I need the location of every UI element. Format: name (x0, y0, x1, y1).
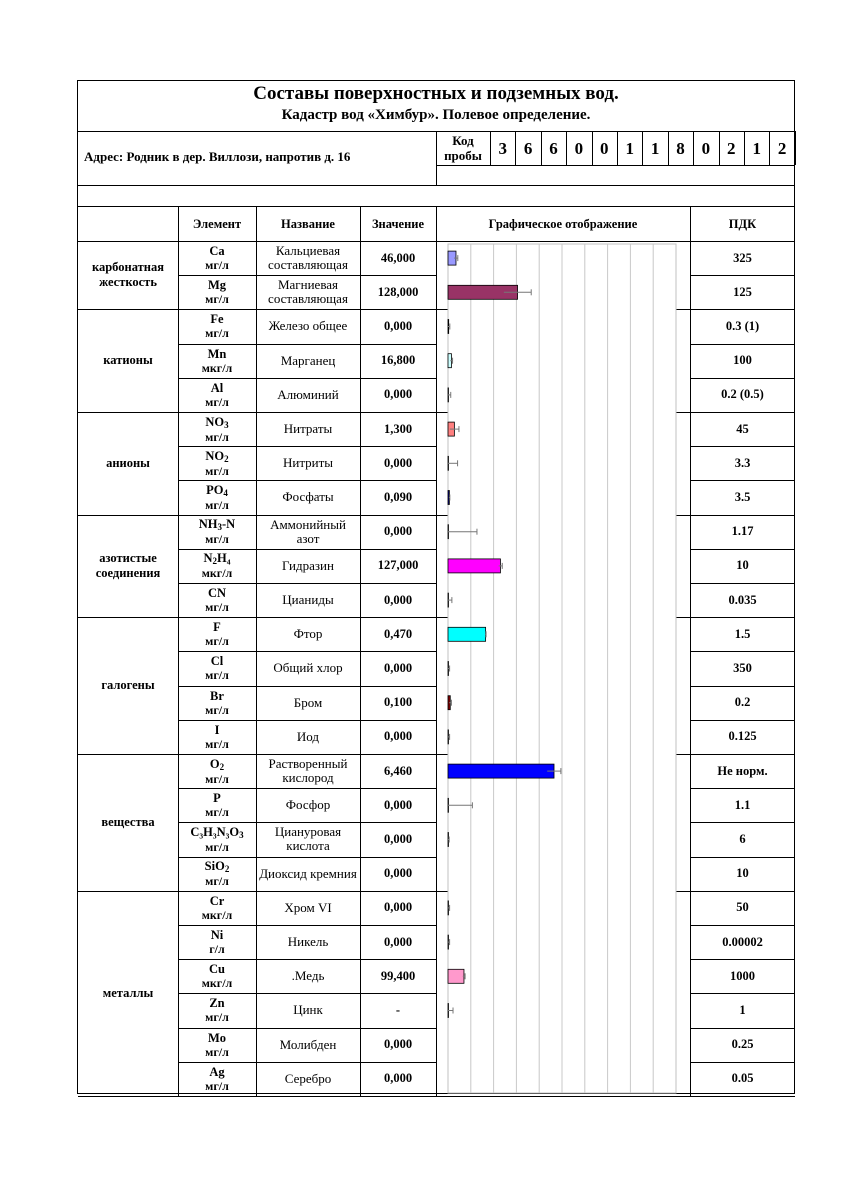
element-value: 0,000 (383, 934, 413, 949)
element-unit: мг/л (205, 1078, 229, 1093)
element-name: Марганец (280, 352, 336, 368)
group-label: катионы (103, 353, 153, 368)
element-unit: мг/л (205, 463, 229, 478)
element-pdk: 0.3 (1) (725, 318, 760, 333)
element-name: Фтор (293, 626, 323, 642)
element-name: Иод (296, 728, 320, 744)
element-pdk: 325 (733, 250, 752, 265)
element-name: Хром VI (284, 899, 332, 915)
formula-main: NO (205, 414, 225, 429)
group-label: галогены (101, 678, 155, 693)
element-value: 128,000 (377, 284, 419, 299)
element-unit: мг/л (205, 497, 229, 512)
formula-main: P (213, 791, 221, 806)
formula-subscript: 2 (224, 453, 229, 464)
formula-main: Br (210, 688, 224, 703)
formula-subscript: 3 (239, 829, 244, 840)
element-unit: мг/л (205, 326, 229, 341)
bar (448, 764, 554, 778)
formula-main: NO (205, 448, 225, 463)
formula-suffix: H₄ (217, 551, 231, 566)
sheet-subtitle: Кадастр вод «Химбур». Полевое определение. (281, 107, 591, 123)
row-divider (78, 1096, 795, 1097)
element-name: Никель (287, 934, 329, 950)
formula-subscript: 2 (224, 864, 230, 875)
element-unit: мкг/л (201, 907, 233, 922)
element-name: Магниевая составляющая (268, 277, 348, 307)
element-pdk: 1000 (730, 968, 755, 983)
element-pdk: 0.2 (734, 695, 751, 710)
element-unit: мг/л (205, 292, 229, 307)
col-header-name: Название (281, 217, 335, 231)
bar-chart (78, 81, 794, 1093)
element-value: 0,000 (383, 866, 413, 881)
element-value: 0,100 (383, 695, 413, 710)
element-name: Общий хлор (273, 660, 343, 676)
element-value: 99,400 (380, 968, 416, 983)
element-name: Нитриты (282, 455, 334, 471)
formula-subscript: 4 (223, 487, 228, 498)
bar (448, 559, 500, 573)
element-pdk: 3.3 (734, 455, 751, 470)
element-unit: мг/л (205, 736, 229, 751)
element-unit: мг/л (205, 1010, 229, 1025)
element-pdk: Не норм. (717, 763, 768, 778)
element-value: 0,000 (383, 455, 413, 470)
formula-subscript: 3 (217, 522, 223, 533)
column-divider (795, 131, 796, 165)
formula-main: Ni (210, 928, 224, 943)
element-unit: г/л (209, 942, 225, 957)
element-pdk: 10 (736, 866, 749, 881)
element-pdk: 3.5 (734, 489, 751, 504)
formula-subscript: 3 (224, 419, 229, 430)
element-pdk: 0.2 (0.5) (721, 387, 764, 402)
element-unit: мг/л (205, 771, 229, 786)
formula-main: NH (198, 517, 218, 532)
element-name: Циануровая кислота (274, 824, 342, 854)
formula-main: CN (207, 586, 227, 601)
element-value: 0,000 (383, 318, 413, 333)
element-pdk: 100 (733, 353, 752, 368)
element-name: Нитраты (283, 421, 333, 437)
formula-main: PO (206, 482, 224, 497)
element-unit: мг/л (205, 839, 229, 854)
element-value: 0,000 (383, 1071, 413, 1086)
element-pdk: 50 (736, 900, 749, 915)
element-value: 6,460 (383, 763, 413, 778)
element-unit: мг/л (205, 805, 229, 820)
formula-main: F (213, 620, 221, 635)
element-value: 0,000 (383, 1037, 413, 1052)
formula-main: Cr (209, 893, 225, 908)
formula-main: Ag (209, 1064, 225, 1079)
code-digit: 1 (625, 139, 634, 158)
element-value: 1,300 (383, 421, 413, 436)
col-header-pdk: ПДК (728, 217, 757, 231)
element-value: 127,000 (377, 558, 419, 573)
code-digit: 6 (549, 139, 558, 158)
element-name: Гидразин (282, 557, 334, 573)
element-pdk: 350 (733, 660, 752, 675)
element-pdk: 0.035 (728, 592, 757, 607)
element-pdk: 125 (733, 284, 752, 299)
code-digit: 0 (600, 139, 609, 158)
group-label: металлы (102, 985, 154, 1000)
code-digit: 3 (498, 139, 507, 158)
col-header-graph: Графическое отображение (488, 217, 638, 231)
group-label: анионы (106, 455, 150, 470)
element-unit: мкг/л (201, 360, 233, 375)
element-value: - (395, 1002, 401, 1017)
code-digit: 2 (777, 139, 787, 158)
element-unit: мг/л (205, 702, 229, 717)
element-unit: мг/л (205, 600, 229, 615)
bar (448, 969, 464, 983)
element-unit: мкг/л (201, 566, 233, 581)
group-label: карбонатная жесткость (91, 260, 165, 290)
bar (448, 627, 486, 641)
element-unit: мг/л (205, 1044, 229, 1059)
formula-main: Zn (209, 996, 225, 1011)
formula-main: O (209, 756, 220, 771)
element-name: Серебро (284, 1070, 332, 1086)
element-name: Кальциевая составляющая (268, 243, 348, 273)
element-value: 0,000 (383, 387, 413, 402)
element-value: 46,000 (380, 250, 416, 265)
code-digit: 8 (676, 139, 685, 158)
group-label: азотистые соединения (95, 550, 161, 580)
code-digit: 6 (523, 139, 533, 158)
group-label: вещества (101, 814, 155, 829)
element-unit: мг/л (205, 258, 229, 273)
formula-subscript: 2 (212, 556, 218, 567)
element-unit: мкг/л (201, 976, 233, 991)
element-unit: мг/л (205, 394, 229, 409)
formula-main: SiO (204, 859, 225, 874)
element-name: Фосфаты (282, 489, 334, 505)
element-pdk: 0.125 (728, 729, 757, 744)
element-value: 0,000 (383, 660, 413, 675)
code-digit: 2 (727, 139, 736, 158)
formula-main: Al (210, 380, 224, 395)
element-value: 0,000 (383, 729, 413, 744)
element-pdk: 6 (739, 831, 746, 846)
element-name: Аммонийный азот (270, 516, 346, 546)
element-name: Молибден (279, 1036, 337, 1052)
cadastre-sheet (77, 80, 795, 1094)
formula-main: Cl (210, 654, 224, 669)
element-value: 0,090 (383, 489, 413, 504)
element-name: Диоксид кремния (259, 865, 357, 881)
element-value: 0,000 (383, 797, 413, 812)
formula-main: Cu (209, 962, 225, 977)
element-name: Цинк (293, 1002, 323, 1018)
sample-code-label: Код пробы (444, 133, 482, 163)
element-pdk: 0.00002 (722, 934, 763, 949)
element-name: Фосфор (285, 797, 331, 813)
formula-main: Mg (207, 278, 227, 293)
element-unit: мг/л (205, 532, 229, 547)
formula-main: Mn (207, 346, 227, 361)
col-header-value: Значение (371, 217, 425, 231)
formula-main: I (214, 722, 220, 737)
element-pdk: 0.05 (731, 1071, 754, 1086)
element-value: 0,000 (383, 592, 413, 607)
col-header-element: Элемент (192, 217, 242, 231)
sample-address: Адрес: Родник в дер. Виллози, напротив д. 16 (84, 149, 351, 164)
formula-subscript: 2 (219, 761, 225, 772)
element-value: 0,000 (383, 900, 413, 915)
element-pdk: 1 (739, 1002, 746, 1017)
element-name: Алюминий (277, 386, 339, 402)
element-unit: мг/л (205, 634, 229, 649)
element-name: Цианиды (282, 592, 334, 608)
element-pdk: 1.1 (734, 797, 751, 812)
element-pdk: 45 (736, 421, 749, 436)
code-digit: 1 (752, 139, 761, 158)
element-value: 0,470 (383, 626, 413, 641)
element-value: 0,000 (383, 831, 413, 846)
formula-main: C₃H₃N₃O (190, 824, 240, 839)
code-digit: 0 (574, 139, 584, 158)
formula-suffix: -N (222, 517, 236, 532)
element-unit: мг/л (205, 429, 229, 444)
element-pdk: 1.5 (734, 626, 751, 641)
element-value: 16,800 (380, 353, 416, 368)
element-name: Железо общее (268, 318, 348, 334)
code-digit: 0 (701, 139, 711, 158)
element-unit: мг/л (205, 874, 229, 889)
code-digit: 1 (650, 139, 660, 158)
element-value: 0,000 (383, 524, 413, 539)
sheet-title: Составы поверхностных и подземных вод. (253, 83, 619, 104)
formula-main: Fe (210, 312, 224, 327)
element-name: Бром (293, 694, 323, 710)
formula-main: N (203, 551, 213, 566)
element-unit: мг/л (205, 668, 229, 683)
element-pdk: 0.25 (731, 1037, 754, 1052)
formula-main: Ca (209, 244, 225, 259)
element-name: Растворенный кислород (268, 756, 348, 786)
element-name: .Медь (291, 968, 325, 984)
element-pdk: 10 (736, 558, 749, 573)
formula-main: Mo (207, 1030, 227, 1045)
element-pdk: 1.17 (731, 524, 754, 539)
